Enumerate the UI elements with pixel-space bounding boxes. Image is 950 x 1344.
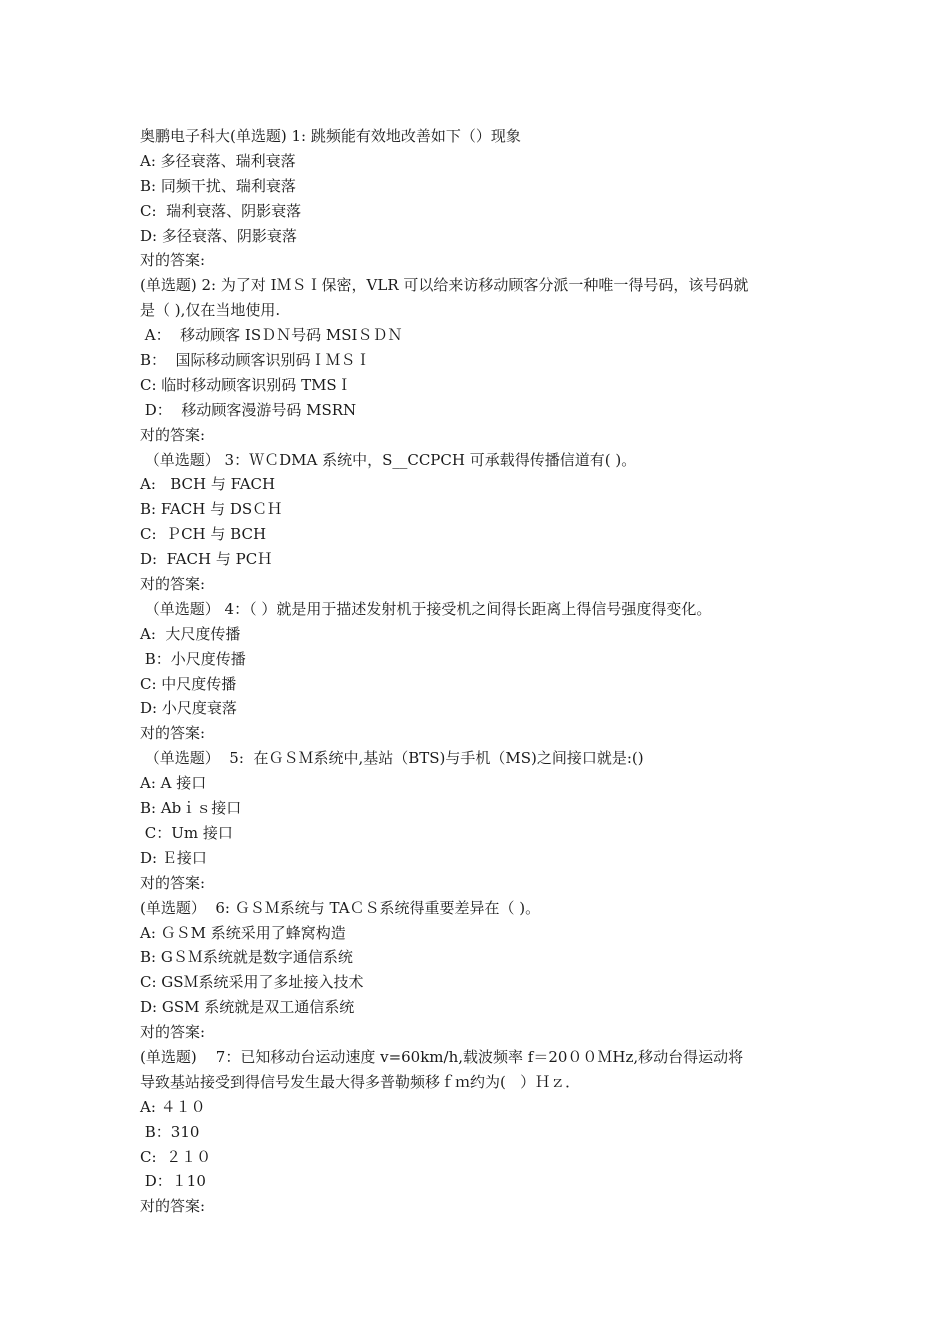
question-6-option-d: D: GSM 系统就是双工通信系统 — [140, 998, 355, 1017]
question-4-stem: （单选题） 4：（ ）就是用于描述发射机于接受机之间得长距离上得信号强度得变化。 — [140, 599, 712, 618]
question-2-answer: 对的答案: — [140, 425, 206, 444]
question-1-option-b: B: 同频干扰、瑞利衰落 — [140, 176, 296, 195]
question-7-option-d: D：１10 — [140, 1172, 206, 1191]
question-7-option-b: B：310 — [140, 1122, 200, 1141]
question-7-stem: (单选题) 7：已知移动台运动速度 v=60km/h,载波频率 f＝20００ＭHz,移动台得运动将 — [140, 1047, 744, 1066]
question-2-stem-continued: 是（ ),仅在当地使用. — [140, 301, 281, 320]
question-4-answer: 对的答案: — [140, 724, 206, 743]
question-2-option-d: D： 移动顾客漫游号码 MSRN — [140, 400, 357, 419]
question-7-option-a: A: ４１０ — [140, 1097, 206, 1116]
question-7-option-c: C: ２１０ — [140, 1147, 212, 1166]
question-2-option-b: B： 国际移动顾客识别码ＩＭＳＩ — [140, 351, 371, 370]
question-5-option-b: B: Abｉｓ接口 — [140, 799, 242, 818]
question-2-option-a: A： 移动顾客 ISＤＮ号码 MSIＳＤＮ — [140, 326, 403, 345]
question-5-option-d: D: Ｅ接口 — [140, 848, 207, 867]
question-3-option-d: D: FACH 与 PCＨ — [140, 550, 273, 569]
question-4-option-c: C: 中尺度传播 — [140, 674, 237, 693]
question-3-stem: （单选题） 3：ＷＣDMA 系统中，S__CCPCH 可承载得传播信道有( )。 — [140, 450, 637, 469]
question-6-option-a: A: ＧＳM 系统采用了蜂窝构造 — [140, 923, 346, 942]
question-2-option-c: C: 临时移动顾客识别码 TMSＩ — [140, 375, 352, 394]
document-body — [140, 124, 820, 1219]
question-5-option-a: A: A 接口 — [140, 774, 207, 793]
question-6-option-b: B: GＳＭ系统就是数字通信系统 — [140, 948, 353, 967]
question-4-option-b: B：小尺度传播 — [140, 649, 246, 668]
question-6-answer: 对的答案: — [140, 1023, 206, 1042]
question-3-option-b: B: FACH 与 DSＣＨ — [140, 500, 283, 519]
question-1-stem: 奥鹏电子科大(单选题) 1: 跳频能有效地改善如下（）现象 — [140, 127, 521, 145]
question-1-option-c: C: 瑞利衰落、阴影衰落 — [140, 201, 302, 220]
question-3-option-a: A: BCH 与 FACH — [140, 475, 276, 494]
question-2-stem: (单选题) 2: 为了对 IＭＳＩ保密，VLR 可以给来访移动顾客分派一种唯一得号码，该号码就 — [140, 276, 749, 295]
question-7-stem-continued: 导致基站接受到得信号发生最大得多普勒频移ｆｍ约为( ）Ｈｚ． — [140, 1072, 581, 1091]
question-1-option-d: D: 多径衰落、阴影衰落 — [140, 226, 297, 245]
question-5-answer: 对的答案: — [140, 873, 206, 892]
question-3-answer: 对的答案: — [140, 575, 206, 594]
question-5-option-c: C：Um 接口 — [140, 823, 233, 842]
question-6-option-c: C: GSＭ系统采用了多址接入技术 — [140, 973, 364, 992]
question-5-stem: （单选题） 5: 在ＧＳＭ系统中,基站（BTS)与手机（MS)之间接口就是:() — [140, 749, 644, 768]
question-1-option-a: A: 多径衰落、瑞利衰落 — [140, 151, 296, 170]
question-7-answer: 对的答案: — [140, 1197, 206, 1216]
question-4-option-a: A: 大尺度传播 — [140, 624, 241, 643]
question-6-stem: (单选题） 6: ＧＳＭ系统与 TAＣＳ系统得重要差异在（ )。 — [140, 898, 541, 917]
question-4-option-d: D: 小尺度衰落 — [140, 699, 237, 718]
question-3-option-c: C: ＰCH 与 BCH — [140, 525, 267, 544]
question-1-answer: 对的答案: — [140, 251, 206, 270]
